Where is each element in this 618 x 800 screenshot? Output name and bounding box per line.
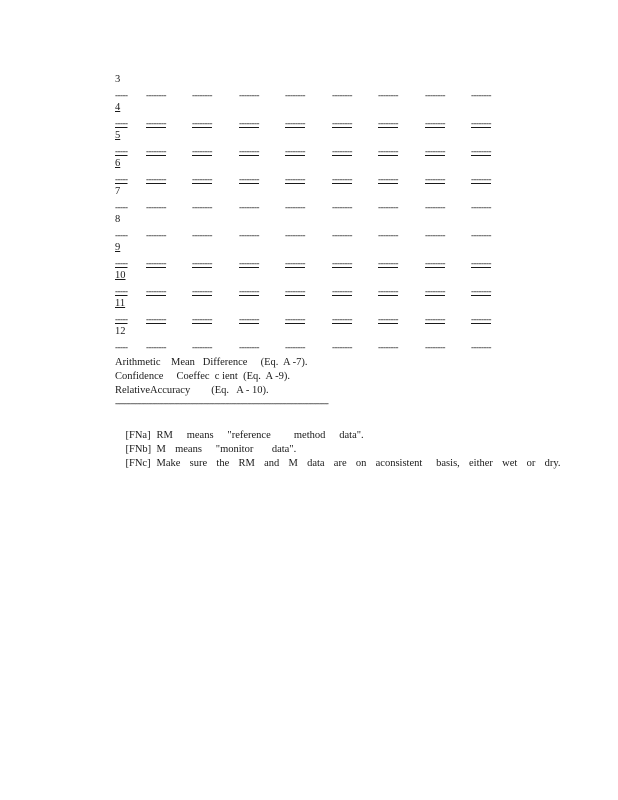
table-cell-blank: -------- (285, 258, 305, 268)
table-cell-blank: -------- (192, 118, 212, 128)
table-row (0, 74, 618, 102)
table-cell-blank: -------- (332, 342, 352, 352)
table-cell-blank: -------- (378, 90, 398, 100)
table-cell-blank: -------- (146, 342, 166, 352)
table-cell-blank: -------- (285, 342, 305, 352)
table-cell-blank: -------- (425, 230, 445, 240)
table-cell-blank: ----- (115, 314, 128, 324)
footnote-text: RM means "reference method data". (156, 430, 364, 441)
table-cell-blank: -------- (285, 314, 305, 324)
table-cell-blank: -------- (239, 202, 259, 212)
row-number: 7 (115, 186, 121, 197)
table-cell-blank: ----- (115, 174, 128, 184)
table-cell-blank: -------- (239, 342, 259, 352)
table-cell-blank: -------- (285, 118, 305, 128)
table-cell-blank: -------- (378, 342, 398, 352)
table-cell-blank: -------- (425, 118, 445, 128)
table-cell-blank: -------- (285, 174, 305, 184)
table-cell-blank: -------- (192, 258, 212, 268)
table-cell-blank: ----- (115, 342, 128, 352)
footnote-tag: [FNc] (125, 458, 151, 469)
table-cell-blank: -------- (192, 174, 212, 184)
table-cell-blank: -------- (239, 314, 259, 324)
table-cell-blank: -------- (471, 258, 491, 268)
table-cell-blank: -------- (285, 202, 305, 212)
table-cell-blank: -------- (471, 146, 491, 156)
row-number: 11 (115, 298, 126, 309)
footnote-text: Make sure the RM and M data are on aconsistent basis, either wet or dry. (156, 458, 561, 469)
table-cell-blank: -------- (378, 174, 398, 184)
table-cell-blank: -------- (332, 258, 352, 268)
table-cell-blank: -------- (471, 230, 491, 240)
table-cell-blank: -------- (239, 146, 259, 156)
table-cell-blank: -------- (378, 286, 398, 296)
confidence-coefficient-line: Confidence Coeffec c ient (Eq. A -9). (115, 371, 291, 382)
footnote-separator: ------------------------------------------------------------------------------------------------- (115, 398, 329, 408)
table-cell-blank: -------- (471, 90, 491, 100)
table-cell-blank: -------- (425, 258, 445, 268)
table-cell-blank: -------- (425, 314, 445, 324)
table-cell-blank: -------- (192, 90, 212, 100)
mean-difference-line: Arithmetic Mean Difference (Eq. A -7). (115, 357, 308, 368)
table-cell-blank: -------- (471, 342, 491, 352)
table-cell-blank: -------- (425, 202, 445, 212)
table-cell-blank: -------- (239, 258, 259, 268)
table-cell-blank: -------- (146, 230, 166, 240)
table-cell-blank: -------- (285, 90, 305, 100)
table-cell-blank: ----- (115, 118, 128, 128)
table-cell-blank: -------- (425, 146, 445, 156)
table-row (0, 298, 618, 326)
table-cell-blank: -------- (146, 286, 166, 296)
table-cell-blank: ----- (115, 202, 128, 212)
table-cell-blank: -------- (378, 258, 398, 268)
table-row (0, 102, 618, 130)
table-cell-blank: ----- (115, 230, 128, 240)
table-cell-blank: -------- (332, 230, 352, 240)
table-cell-blank: -------- (146, 146, 166, 156)
row-number: 10 (115, 270, 126, 281)
footnote-tag: [FNa] (125, 430, 151, 441)
table-cell-blank: -------- (332, 202, 352, 212)
row-number: 5 (115, 130, 121, 141)
table-cell-blank: -------- (471, 202, 491, 212)
table-cell-blank: -------- (378, 202, 398, 212)
table-cell-blank: ----- (115, 146, 128, 156)
table-row (0, 158, 618, 186)
table-cell-blank: -------- (425, 174, 445, 184)
row-number: 3 (115, 74, 121, 85)
table-cell-blank: -------- (471, 174, 491, 184)
table-row (0, 186, 618, 214)
table-row (0, 326, 618, 354)
table-cell-blank: -------- (332, 146, 352, 156)
table-cell-blank: -------- (239, 230, 259, 240)
table-cell-blank: -------- (146, 118, 166, 128)
table-cell-blank: -------- (192, 146, 212, 156)
table-cell-blank: -------- (332, 90, 352, 100)
table-cell-blank: ----- (115, 286, 128, 296)
table-row (0, 270, 618, 298)
table-row (0, 242, 618, 270)
row-number: 4 (115, 102, 121, 113)
table-cell-blank: -------- (239, 286, 259, 296)
table-cell-blank: -------- (471, 286, 491, 296)
table-cell-blank: -------- (192, 342, 212, 352)
table-cell-blank: -------- (239, 174, 259, 184)
table-cell-blank: -------- (192, 286, 212, 296)
table-cell-blank: -------- (285, 286, 305, 296)
row-number: 9 (115, 242, 121, 253)
row-number: 12 (115, 326, 126, 337)
table-cell-blank: -------- (285, 230, 305, 240)
table-row (0, 214, 618, 242)
table-cell-blank: -------- (425, 90, 445, 100)
table-cell-blank: -------- (471, 118, 491, 128)
table-cell-blank: -------- (332, 286, 352, 296)
relative-accuracy-line: RelativeAccuracy (Eq. A - 10). (115, 385, 269, 396)
table-cell-blank: -------- (378, 230, 398, 240)
table-cell-blank: -------- (239, 118, 259, 128)
table-cell-blank: -------- (146, 202, 166, 212)
table-cell-blank: -------- (425, 342, 445, 352)
table-cell-blank: ----- (115, 258, 128, 268)
table-cell-blank: -------- (146, 258, 166, 268)
table-cell-blank: -------- (332, 118, 352, 128)
footnote-text: M means "monitor data". (156, 444, 297, 455)
table-cell-blank: -------- (332, 314, 352, 324)
table-cell-blank: -------- (192, 230, 212, 240)
table-cell-blank: -------- (285, 146, 305, 156)
table-cell-blank: -------- (471, 314, 491, 324)
row-number: 8 (115, 214, 121, 225)
table-cell-blank: -------- (146, 174, 166, 184)
table-cell-blank: -------- (332, 174, 352, 184)
footnote-c (115, 444, 561, 483)
table-cell-blank: -------- (146, 314, 166, 324)
table-cell-blank: -------- (378, 146, 398, 156)
table-cell-blank: -------- (425, 286, 445, 296)
table-cell-blank: -------- (146, 90, 166, 100)
table-cell-blank: -------- (192, 314, 212, 324)
table-row (0, 130, 618, 158)
table-cell-blank: -------- (239, 90, 259, 100)
footnote-tag: [FNb] (125, 444, 152, 455)
table-cell-blank: -------- (378, 314, 398, 324)
table-cell-blank: -------- (378, 118, 398, 128)
row-number: 6 (115, 158, 121, 169)
table-cell-blank: ----- (115, 90, 128, 100)
table-cell-blank: -------- (192, 202, 212, 212)
